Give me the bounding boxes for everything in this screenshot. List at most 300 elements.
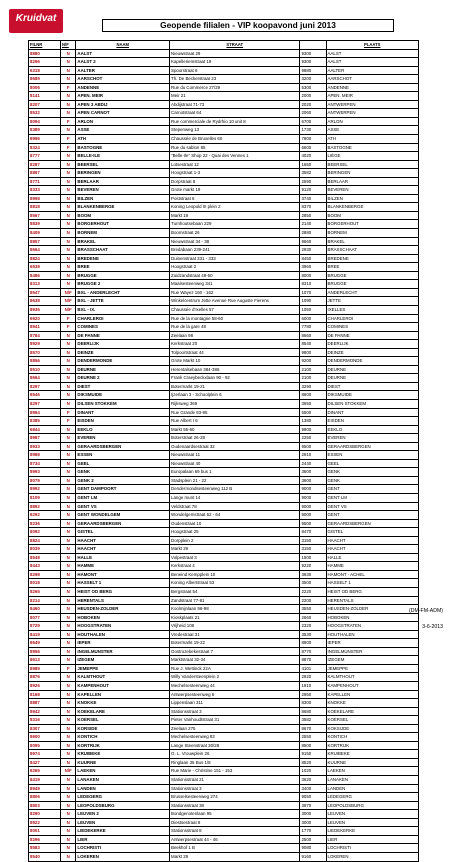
cell-straat: Vredestraat 31 <box>170 630 300 639</box>
cell-postcode: 8670 <box>300 724 326 733</box>
cell-filnr: 8095 <box>29 741 61 750</box>
cell-postcode: 8450 <box>300 254 326 263</box>
footer-code: (DM-FM-ADM) <box>409 608 443 614</box>
table-row <box>29 553 419 562</box>
cell-postcode: 9900 <box>300 425 326 434</box>
cell-straat: Rue Albert I 6 <box>170 417 300 426</box>
table-row <box>29 528 419 537</box>
cell-nf: N <box>61 545 76 554</box>
cell-postcode: 3200 <box>300 75 326 84</box>
cell-nf: N <box>61 810 76 819</box>
cell-straat: Chaussée de Bruxelles 60 <box>170 135 300 144</box>
cell-postcode: 2500 <box>300 835 326 844</box>
cell-plaats: ANDERLECHT <box>326 288 418 297</box>
cell-filnr: 8857 <box>29 237 61 246</box>
cell-postcode: 7780 <box>300 323 326 332</box>
cell-naam: ASSE <box>76 126 170 135</box>
cell-naam: BOOM <box>76 211 170 220</box>
cell-naam: BXL - ANDERLECHT <box>76 288 170 297</box>
cell-plaats: GENT LM <box>326 493 418 502</box>
cell-plaats: DIEST <box>326 382 418 391</box>
cell-nf: N <box>61 724 76 733</box>
cell-filnr: 8298 <box>29 570 61 579</box>
cell-filnr: 8168 <box>29 690 61 699</box>
cell-filnr: 8265 <box>29 588 61 597</box>
cell-filnr: 8803 <box>29 801 61 810</box>
cell-filnr: 8443 <box>29 562 61 571</box>
cell-postcode: 9880 <box>300 66 326 75</box>
cell-nf: N <box>61 562 76 571</box>
cell-plaats: KRUIBEKE <box>326 750 418 759</box>
cell-straat: Zeelaan 98 <box>170 331 300 340</box>
cell-straat: Lotsestraat 12 <box>170 160 300 169</box>
cell-filnr: 8818 <box>29 203 61 212</box>
cell-postcode: 6700 <box>300 117 326 126</box>
cell-filnr: 8307 <box>29 724 61 733</box>
cell-naam: HEIST OD BERG <box>76 588 170 597</box>
cell-plaats: BLANKENBERGE <box>326 203 418 212</box>
cell-straat: Nieuwstraat 40 <box>170 459 300 468</box>
cell-plaats: ANDENNE <box>326 83 418 92</box>
cell-filnr: 8892 <box>29 502 61 511</box>
cell-naam: EVEREN <box>76 434 170 443</box>
table-row <box>29 605 419 614</box>
cell-straat: Europalaan 69 bus 1 <box>170 468 300 477</box>
cell-plaats: ATH <box>326 135 418 144</box>
cell-nf: N <box>61 818 76 827</box>
cell-straat: Oostrozebekestraat 7 <box>170 647 300 656</box>
cell-filnr: 8297 <box>29 399 61 408</box>
cell-straat: Frank Craeybeckxlaan 90 - 92 <box>170 374 300 383</box>
table-row <box>29 818 419 827</box>
cell-naam: HOBOKEN <box>76 613 170 622</box>
cell-straat: Rue Grande 93-95 <box>170 408 300 417</box>
cell-naam: LEDEGERG <box>76 793 170 802</box>
cell-naam: DEERLIJK <box>76 340 170 349</box>
cell-straat: Botermarkt 19-22 <box>170 639 300 648</box>
cell-nf: N <box>61 49 76 58</box>
cell-filnr: 8600 <box>29 733 61 742</box>
cell-filnr: 8109 <box>29 493 61 502</box>
cell-nf: N <box>61 229 76 238</box>
cell-postcode: 3550 <box>300 605 326 614</box>
cell-straat: Abdijstraat 71-73 <box>170 100 300 109</box>
cell-naam: JEMEPPE <box>76 664 170 673</box>
cell-naam: EISDEN <box>76 417 170 426</box>
cell-filnr: 8949 <box>29 784 61 793</box>
table-row <box>29 117 419 126</box>
cell-plaats: LIER <box>326 835 418 844</box>
cell-nf: N <box>61 758 76 767</box>
cell-filnr: 8296 <box>29 835 61 844</box>
cell-postcode: 8520 <box>300 758 326 767</box>
cell-filnr: 8876 <box>29 673 61 682</box>
cell-nf: N <box>61 502 76 511</box>
cell-straat: Beekhof 1 B <box>170 844 300 853</box>
cell-plaats: AALST <box>326 58 418 67</box>
cell-postcode: 1500 <box>300 553 326 562</box>
cell-straat: Meir 21 <box>170 92 300 101</box>
cell-plaats: BRAKEL <box>326 237 418 246</box>
cell-straat: Zeelaan 275 <box>170 724 300 733</box>
cell-plaats: KALMTHOUT <box>326 673 418 682</box>
cell-postcode: 3650 <box>300 399 326 408</box>
cell-straat: Koning Albertstraat 53 <box>170 579 300 588</box>
cell-nf: N <box>61 622 76 631</box>
table-row <box>29 844 419 853</box>
cell-filnr: 8996 <box>29 135 61 144</box>
cell-naam: GERAARDSBERGEN <box>76 519 170 528</box>
cell-postcode: 3600 <box>300 476 326 485</box>
cell-plaats: HAMME <box>326 562 418 571</box>
cell-straat: Rue J. Wettinck 22A <box>170 664 300 673</box>
cell-plaats: ARLON <box>326 117 418 126</box>
cell-nf: N <box>61 348 76 357</box>
table-header-row <box>29 41 419 50</box>
cell-nf: N <box>61 528 76 537</box>
cell-plaats: BORNEM <box>326 229 418 238</box>
cell-straat: Rue du sablon 85 <box>170 143 300 152</box>
cell-filnr: 8824 <box>29 536 61 545</box>
cell-postcode: 3600 <box>300 468 326 477</box>
cell-plaats: DINANT <box>326 408 418 417</box>
cell-postcode: 1090 <box>300 297 326 306</box>
table-row <box>29 750 419 759</box>
cell-postcode: 8000 <box>300 271 326 280</box>
table-row <box>29 408 419 417</box>
cell-plaats: DEINZE <box>326 348 418 357</box>
table-row <box>29 801 419 810</box>
cell-straat: Chaussée d'Ixelles 57 <box>170 305 300 314</box>
cell-postcode: 2880 <box>300 229 326 238</box>
table-row <box>29 502 419 511</box>
table-row <box>29 664 419 673</box>
table-row <box>29 810 419 819</box>
cell-filnr: 8039 <box>29 545 61 554</box>
cell-postcode: 3000 <box>300 818 326 827</box>
cell-naam: AARSCHOT <box>76 75 170 84</box>
cell-plaats: LAEKEN <box>326 767 418 776</box>
cell-postcode: 2320 <box>300 622 326 631</box>
cell-plaats: HOOGSTRATEN <box>326 622 418 631</box>
cell-straat: O. L. Vrouwplein 26 <box>170 750 300 759</box>
cell-filnr: 8296 <box>29 58 61 67</box>
cell-filnr: 8784 <box>29 331 61 340</box>
cell-naam: GERAARDSBERGEN <box>76 442 170 451</box>
table-row <box>29 186 419 195</box>
cell-plaats: DE PANNE <box>326 331 418 340</box>
cell-naam: BORGERHOUT <box>76 220 170 229</box>
cell-plaats: LEOPOLDSBURG <box>326 801 418 810</box>
cell-filnr: 8613 <box>29 656 61 665</box>
cell-naam: ESSEN <box>76 451 170 460</box>
cell-filnr: 8460 <box>29 605 61 614</box>
table-row <box>29 476 419 485</box>
table-row <box>29 596 419 605</box>
header-postcode <box>300 41 326 50</box>
cell-filnr: 8771 <box>29 177 61 186</box>
cell-filnr: 8922 <box>29 818 61 827</box>
table-row <box>29 237 419 246</box>
table-row <box>29 682 419 691</box>
cell-naam: BRUGGE 2 <box>76 280 170 289</box>
cell-naam: KORSIDE <box>76 724 170 733</box>
table-row <box>29 391 419 400</box>
cell-filnr: 8929 <box>29 340 61 349</box>
cell-filnr: 8583 <box>29 844 61 853</box>
cell-straat: Lippenslaan 311 <box>170 699 300 708</box>
cell-nf: N <box>61 647 76 656</box>
cell-straat: Markt 29 <box>170 545 300 554</box>
cell-plaats: DEURNE <box>326 374 418 383</box>
table-row <box>29 331 419 340</box>
cell-filnr: 8992 <box>29 485 61 494</box>
cell-nf: N <box>61 442 76 451</box>
cell-straat: Dendermondsesteenweg 112 B <box>170 485 300 494</box>
cell-postcode: 3500 <box>300 579 326 588</box>
cell-nf: N <box>61 639 76 648</box>
cell-filnr: 8532 <box>29 109 61 118</box>
cell-postcode: 2140 <box>300 220 326 229</box>
cell-nf: N <box>61 699 76 708</box>
cell-nf: F <box>61 314 76 323</box>
cell-straat: Kioskplaats 21 <box>170 613 300 622</box>
cell-postcode: 9000 <box>300 493 326 502</box>
cell-nf: N <box>61 66 76 75</box>
cell-nf: N <box>61 246 76 255</box>
cell-postcode: 9050 <box>300 793 326 802</box>
cell-postcode: 1050 <box>300 305 326 314</box>
cell-nf: N <box>61 92 76 101</box>
table-row <box>29 374 419 383</box>
cell-postcode: 1070 <box>300 288 326 297</box>
cell-nf: N <box>61 459 76 468</box>
cell-nf: N <box>61 280 76 289</box>
table-row <box>29 399 419 408</box>
table-row <box>29 827 419 836</box>
table-row <box>29 177 419 186</box>
cell-filnr: 8987 <box>29 434 61 443</box>
cell-postcode: 1770 <box>300 827 326 836</box>
cell-nf: N <box>61 382 76 391</box>
cell-nf: N <box>61 331 76 340</box>
table-row <box>29 109 419 118</box>
cell-plaats: BRASSCHAAT <box>326 246 418 255</box>
cell-plaats: BORGERHOUT <box>326 220 418 229</box>
cell-plaats: GENT <box>326 485 418 494</box>
cell-nf: N <box>61 425 76 434</box>
table-row <box>29 451 419 460</box>
cell-filnr: 8333 <box>29 186 61 195</box>
cell-plaats: GENK <box>326 468 418 477</box>
cell-naam: BREDENE <box>76 254 170 263</box>
cell-nf: N <box>61 357 76 366</box>
cell-plaats: BRUGGE <box>326 271 418 280</box>
cell-naam: DENDERMONDE <box>76 357 170 366</box>
cell-plaats: KOEKELARE <box>326 707 418 716</box>
cell-nf: N <box>61 374 76 383</box>
cell-postcode: 3530 <box>300 630 326 639</box>
cell-straat: Markt 55-60 <box>170 425 300 434</box>
cell-straat: Oudenstraat 10 <box>170 519 300 528</box>
cell-straat: Grote Markt 10 <box>170 357 300 366</box>
table-row <box>29 100 419 109</box>
cell-naam: LANAKEN <box>76 776 170 785</box>
cell-naam: LEUVEN <box>76 818 170 827</box>
cell-plaats: DENDERMONDE <box>326 357 418 366</box>
cell-nf: N/F <box>61 305 76 314</box>
cell-nf: F <box>61 117 76 126</box>
cell-nf: N/F <box>61 288 76 297</box>
logo-text: Kruidvat <box>15 13 57 24</box>
cell-straat: Stationsstraat 3 <box>170 707 300 716</box>
cell-naam: GISTEL <box>76 528 170 537</box>
cell-nf: N <box>61 211 76 220</box>
cell-naam: HAACHT <box>76 545 170 554</box>
table-row <box>29 348 419 357</box>
table-row <box>29 194 419 203</box>
cell-straat: Brusselsesteenweg 274 <box>170 793 300 802</box>
cell-postcode: 3400 <box>300 784 326 793</box>
header-plaats: PLAATS <box>326 41 418 50</box>
cell-naam: IEPER <box>76 639 170 648</box>
cell-filnr: 8290 <box>29 810 61 819</box>
cell-postcode: 9150 <box>300 750 326 759</box>
cell-plaats: EVEREN <box>326 434 418 443</box>
table-row <box>29 707 419 716</box>
cell-plaats: DILSEN STOKKEM <box>326 399 418 408</box>
cell-filnr: 8839 <box>29 220 61 229</box>
cell-plaats: KOKSIJDE <box>326 724 418 733</box>
cell-postcode: 3582 <box>300 169 326 178</box>
table-row <box>29 135 419 144</box>
cell-postcode: 2250 <box>300 434 326 443</box>
cell-nf: N <box>61 152 76 161</box>
cell-naam: GENT WONDELGEM <box>76 511 170 520</box>
table-row <box>29 83 419 92</box>
cell-postcode: 7800 <box>300 135 326 144</box>
cell-postcode: 8770 <box>300 647 326 656</box>
cell-straat: Hoogstraat 2 <box>170 263 300 272</box>
cell-nf: F <box>61 664 76 673</box>
cell-naam: KAMPENHOUT <box>76 682 170 691</box>
cell-postcode: 9500 <box>300 519 326 528</box>
cell-straat: Th. De Beckerstraat 23 <box>170 75 300 84</box>
cell-nf: F <box>61 143 76 152</box>
table-row <box>29 647 419 656</box>
cell-naam: BERINGEN <box>76 169 170 178</box>
cell-straat: Volpestraat 3 <box>170 553 300 562</box>
cell-plaats: IZEGEM <box>326 656 418 665</box>
cell-postcode: 2060 <box>300 109 326 118</box>
cell-straat: Beneind Kempplein 10 <box>170 570 300 579</box>
cell-straat: Rue de la montagne 58-60 <box>170 314 300 323</box>
store-table <box>28 40 419 862</box>
table-row <box>29 254 419 263</box>
table-row <box>29 280 419 289</box>
cell-plaats: GENT VS <box>326 502 418 511</box>
cell-postcode: 2020 <box>300 100 326 109</box>
table-row <box>29 716 419 725</box>
cell-plaats: KONTICH <box>326 733 418 742</box>
cell-filnr: 8324 <box>29 143 61 152</box>
table-row <box>29 835 419 844</box>
cell-plaats: GENT <box>326 511 418 520</box>
cell-plaats: LANDEN <box>326 784 418 793</box>
cell-postcode: 3150 <box>300 545 326 554</box>
cell-postcode: 3290 <box>300 382 326 391</box>
table-row <box>29 784 419 793</box>
cell-postcode: 9300 <box>300 58 326 67</box>
cell-nf: N <box>61 177 76 186</box>
table-row <box>29 793 419 802</box>
cell-filnr: 8486 <box>29 271 61 280</box>
cell-nf: N <box>61 109 76 118</box>
cell-postcode: 2950 <box>300 690 326 699</box>
cell-nf: N <box>61 784 76 793</box>
cell-postcode: 2590 <box>300 177 326 186</box>
table-row <box>29 493 419 502</box>
cell-straat: Duinenstraat 331 - 333 <box>170 254 300 263</box>
cell-plaats: HEIST OD BERG <box>326 588 418 597</box>
cell-filnr: 8856 <box>29 357 61 366</box>
cell-straat: Veldstraat 78 <box>170 502 300 511</box>
cell-naam: BERLAAR <box>76 177 170 186</box>
cell-plaats: AALST <box>326 49 418 58</box>
table-row <box>29 442 419 451</box>
cell-straat: Ijzerlaan 3 - Schoolplein 6 <box>170 391 300 400</box>
table-row <box>29 126 419 135</box>
table-row <box>29 511 419 520</box>
cell-filnr: 8570 <box>29 348 61 357</box>
cell-postcode: 3582 <box>300 716 326 725</box>
cell-plaats: HALLE <box>326 553 418 562</box>
cell-postcode: 2100 <box>300 374 326 383</box>
table-row <box>29 152 419 161</box>
table-row <box>29 434 419 443</box>
cell-plaats: KNOKKE <box>326 699 418 708</box>
cell-naam: HERENTALS <box>76 596 170 605</box>
cell-naam: BEVEREN <box>76 186 170 195</box>
footer-date: 3-6-2013 <box>422 624 443 630</box>
cell-nf: N <box>61 570 76 579</box>
cell-postcode: 6000 <box>300 314 326 323</box>
table-row <box>29 357 419 366</box>
cell-naam: GENT VS <box>76 502 170 511</box>
cell-naam: HAMME <box>76 562 170 571</box>
cell-plaats: KUURNE <box>326 758 418 767</box>
table-row <box>29 767 419 776</box>
cell-naam: LEOPOLDSBURG <box>76 801 170 810</box>
cell-plaats: LOKEREN <box>326 852 418 861</box>
cell-naam: DEURNE 2 <box>76 374 170 383</box>
table-row <box>29 425 419 434</box>
table-row <box>29 724 419 733</box>
cell-naam: BXL - IX. <box>76 305 170 314</box>
table-row <box>29 536 419 545</box>
cell-naam: LOCHRISTI <box>76 844 170 853</box>
cell-straat: Koolmijnlaan 96-98 <box>170 605 300 614</box>
cell-straat: Turnhoutsebaan 229 <box>170 220 300 229</box>
cell-plaats: KAMPENHOUT <box>326 682 418 691</box>
cell-straat: Markt 29 <box>170 852 300 861</box>
cell-straat: Willy Vandersteenplein 2 <box>170 673 300 682</box>
cell-filnr: 8079 <box>29 476 61 485</box>
cell-plaats: HAACHT <box>326 536 418 545</box>
cell-plaats: EISDEN <box>326 417 418 426</box>
cell-naam: LANDEN <box>76 784 170 793</box>
cell-nf: N <box>61 493 76 502</box>
